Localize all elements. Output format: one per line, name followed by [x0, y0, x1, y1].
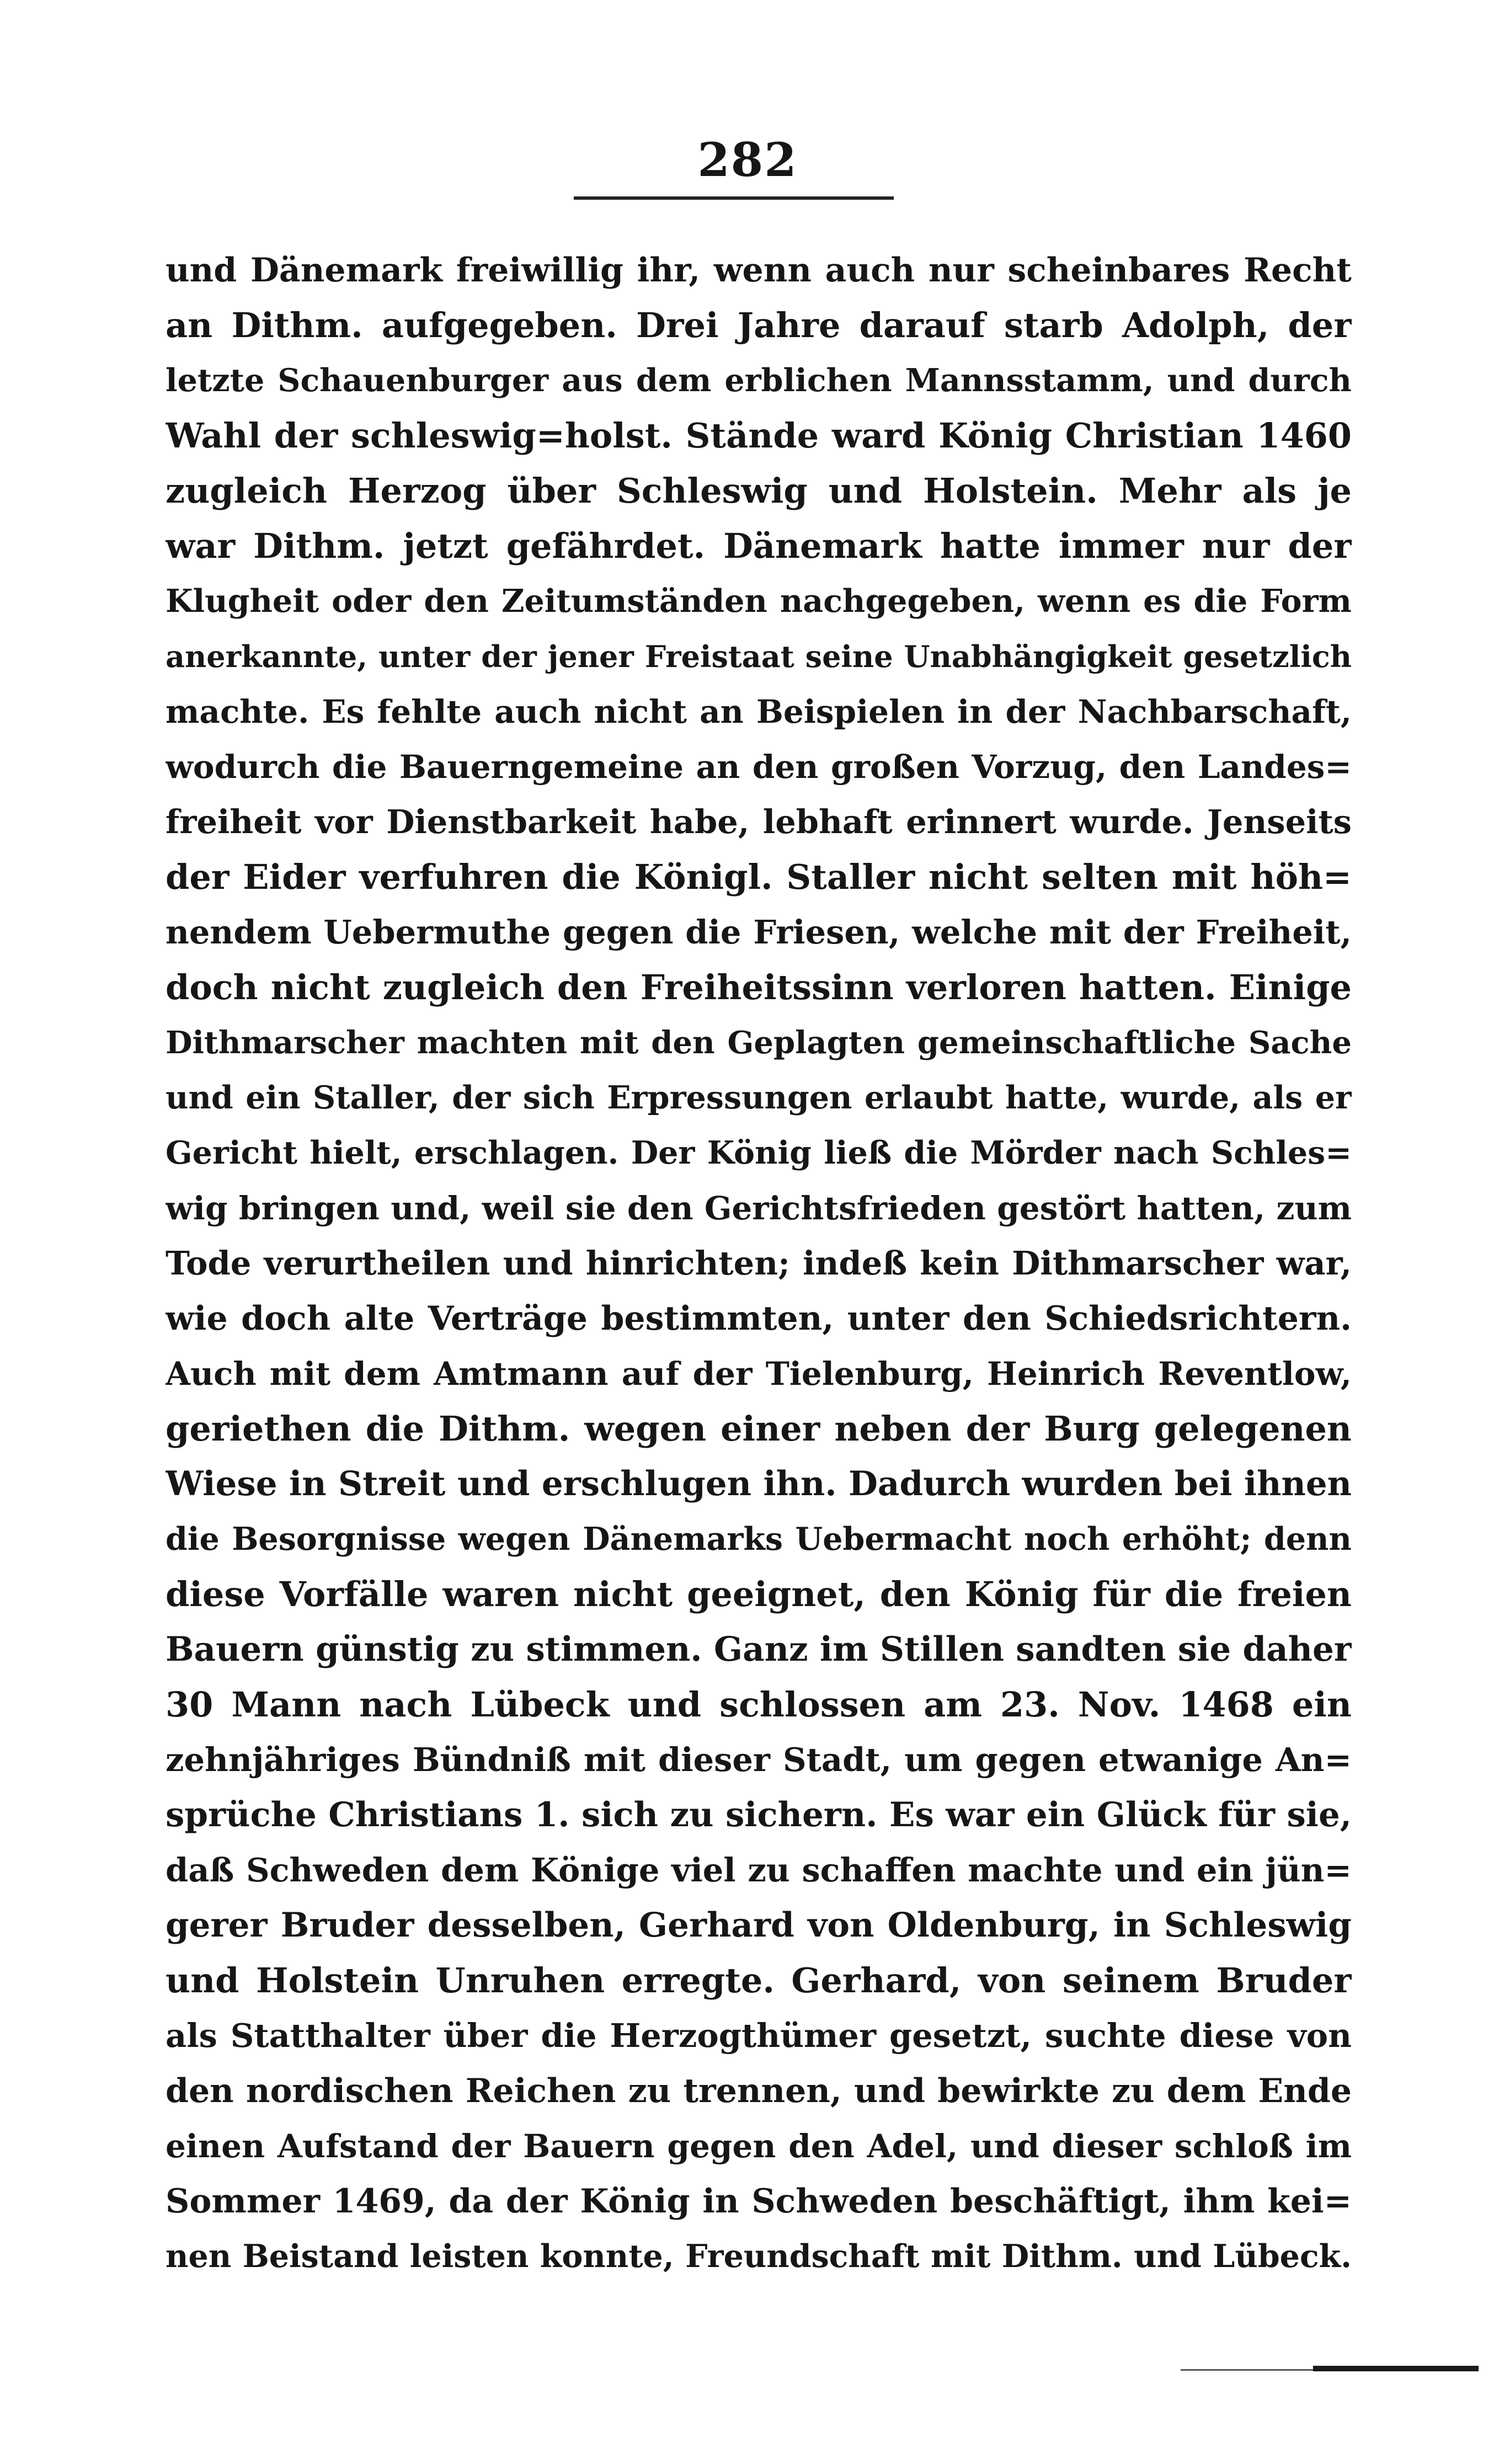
- text-line: und Holstein Unruhen erregte. Gerhard, von seinem Bruder: [166, 1960, 1352, 2001]
- text-line: nendem Uebermuthe gegen die Friesen, welche mit der Freiheit,: [166, 913, 1352, 951]
- text-line: daß Schweden dem Könige viel zu schaffen machte und ein jün=: [166, 1851, 1352, 1889]
- text-line: war Dithm. jetzt gefährdet. Dänemark hatte immer nur der: [166, 526, 1352, 566]
- text-line: als Statthalter über die Herzogthümer gesetzt, suchte diese von: [166, 2017, 1352, 2055]
- text-line: diese Vorfälle waren nicht geeignet, den König für die freien: [166, 1574, 1352, 1614]
- text-line: Tode verurtheilen und hinrichten; indeß kein Dithmarscher war,: [166, 1244, 1352, 1282]
- header-rule: [574, 196, 894, 200]
- text-line: wodurch die Bauerngemeine an den großen Vorzug, den Landes=: [166, 748, 1352, 786]
- bottom-edge-bar: [1313, 2366, 1479, 2371]
- text-line: letzte Schauenburger aus dem erblichen Mannsstamm, und durch: [166, 362, 1352, 399]
- text-line: gerer Bruder desselben, Gerhard von Oldenburg, in Schleswig: [166, 1906, 1352, 1945]
- text-line: Wahl der schleswig=holst. Stände ward König Christian 1460: [166, 415, 1352, 456]
- text-line: Wiese in Streit und erschlugen ihn. Dadurch wurden bei ihnen: [166, 1464, 1352, 1503]
- text-line: Bauern günstig zu stimmen. Ganz im Stillen sandten sie daher: [166, 1630, 1352, 1669]
- text-line: Sommer 1469, da der König in Schweden beschäftigt, ihm kei=: [166, 2182, 1352, 2221]
- body-text: [166, 243, 1352, 2284]
- text-line: zugleich Herzog über Schleswig und Holstein. Mehr als je: [166, 471, 1352, 511]
- text-line: die Besorgnisse wegen Dänemarks Uebermacht noch erhöht; denn: [166, 1521, 1352, 1558]
- bottom-edge-mark: [1181, 2369, 1313, 2371]
- text-line: Dithmarscher machten mit den Geplagten gemeinschaftliche Sache: [166, 1025, 1352, 1061]
- text-line: freiheit vor Dienstbarkeit habe, lebhaft erinnert wurde. Jenseits: [166, 803, 1352, 841]
- text-line: doch nicht zugleich den Freiheitssinn verloren hatten. Einige: [166, 967, 1352, 1007]
- text-line: und Dänemark freiwillig ihr, wenn auch nur scheinbares Recht: [166, 251, 1352, 290]
- text-line: wie doch alte Verträge bestimmten, unter den Schiedsrichtern.: [166, 1299, 1352, 1338]
- text-line: anerkannte, unter der jener Freistaat seine Unabhängigkeit gesetzlich: [166, 639, 1352, 674]
- text-line: geriethen die Dithm. wegen einer neben der Burg gelegenen: [166, 1409, 1352, 1449]
- text-line: einen Aufstand der Bauern gegen den Adel, und dieser schloß im: [166, 2127, 1352, 2165]
- text-line: sprüche Christians 1. sich zu sichern. Es war ein Glück für sie,: [166, 1795, 1352, 1834]
- text-line: nen Beistand leisten konnte, Freundschaft mit Dithm. und Lübeck.: [166, 2238, 1352, 2275]
- text-line: an Dithm. aufgegeben. Drei Jahre darauf starb Adolph, der: [166, 305, 1352, 345]
- text-line: Klugheit oder den Zeitumständen nachgegeben, wenn es die Form: [166, 583, 1352, 620]
- text-line: Auch mit dem Amtmann auf der Tielenburg, Heinrich Reventlow,: [166, 1355, 1352, 1393]
- text-line: Gericht hielt, erschlagen. Der König ließ die Mörder nach Schles=: [166, 1134, 1352, 1171]
- text-line: zehnjähriges Bündniß mit dieser Stadt, um gegen etwanige An=: [166, 1741, 1352, 1779]
- text-line: und ein Staller, der sich Erpressungen erlaubt hatte, wurde, als er: [166, 1079, 1352, 1116]
- text-line: den nordischen Reichen zu trennen, und bewirkte zu dem Ende: [166, 2072, 1352, 2110]
- text-line: 30 Mann nach Lübeck und schlossen am 23. Nov. 1468 ein: [166, 1684, 1352, 1725]
- text-line: machte. Es fehlte auch nicht an Beispielen in der Nachbarschaft,: [166, 693, 1352, 730]
- page-number: 282: [697, 132, 798, 187]
- text-line: der Eider verfuhren die Königl. Staller nicht selten mit höh=: [166, 857, 1352, 897]
- text-line: wig bringen und, weil sie den Gerichtsfrieden gestört hatten, zum: [166, 1190, 1352, 1227]
